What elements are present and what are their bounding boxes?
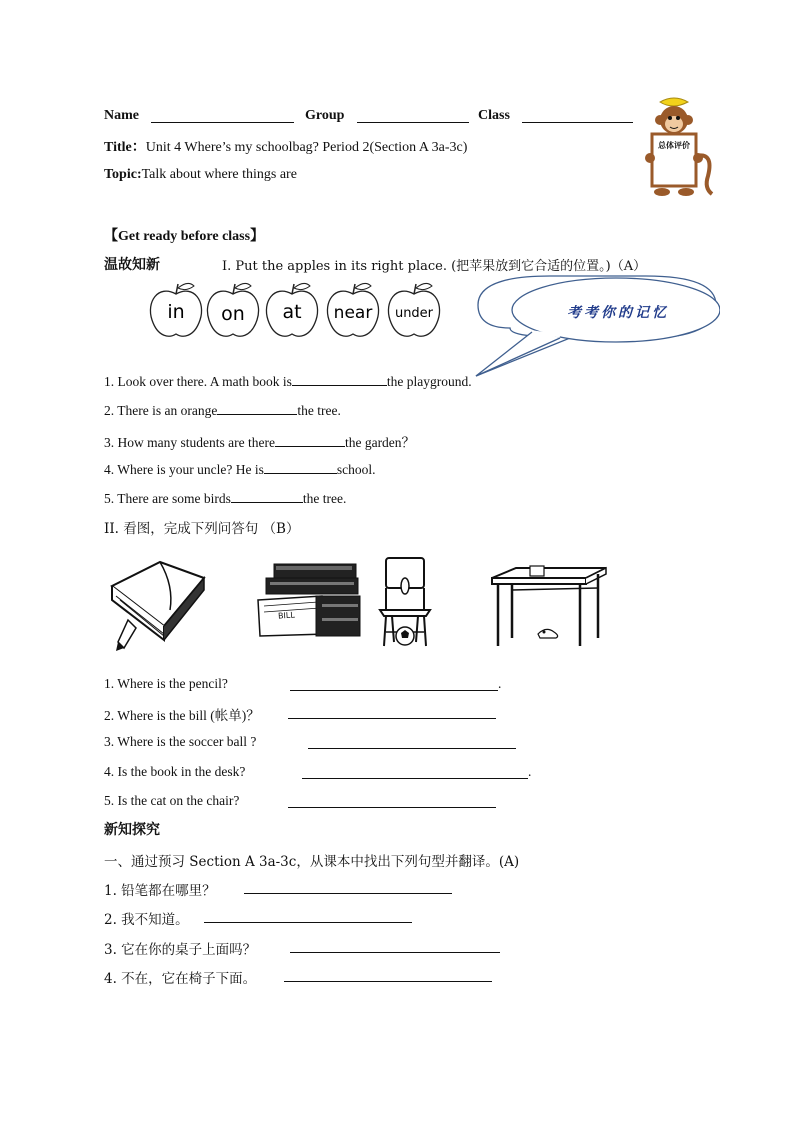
book-icon: [104, 556, 208, 652]
bill-label: BILL: [277, 610, 296, 621]
books-bill-picture: [252, 560, 364, 640]
answer-blank[interactable]: [290, 678, 498, 691]
desk-icon: [490, 564, 608, 650]
book-pencil-picture: [104, 556, 208, 652]
item-end: .: [498, 676, 502, 691]
answer-blank[interactable]: [217, 402, 297, 415]
topic-value: Talk about where things are: [141, 167, 297, 182]
answer-blank[interactable]: [275, 434, 345, 447]
item-text: 1. Look over there. A math book is: [104, 374, 292, 389]
answer-blank[interactable]: [288, 706, 496, 719]
part2-item-2: [104, 704, 260, 724]
item-text: the garden？: [344, 435, 416, 450]
apple-word: on: [221, 303, 245, 325]
answer-blank[interactable]: [231, 490, 303, 503]
topic-label: Topic:: [104, 167, 142, 182]
part2-item-5: [104, 793, 239, 809]
apple-under: [385, 280, 443, 340]
question-text: 1. Where is the pencil?: [104, 676, 228, 691]
question-text: 3. Where is the soccer ball ?: [104, 734, 257, 749]
books-stack-icon: [252, 560, 364, 640]
class-label: Class: [478, 108, 510, 123]
item-text: the tree.: [297, 403, 341, 418]
item-text: 4. Where is your uncle? He is: [104, 462, 264, 477]
answer-blank[interactable]: [284, 969, 492, 982]
evaluation-badge: [640, 96, 716, 200]
badge-text: 总体评价: [658, 141, 690, 150]
item-end: .: [528, 764, 532, 779]
new-item-4: 4. 不在，它在椅子下面。: [104, 971, 257, 987]
part1-item-4: [104, 461, 375, 478]
apple-icon: [148, 280, 204, 340]
answer-blank[interactable]: [244, 881, 452, 894]
part1-instruction: I. Put the apples in its right place. (把苹果放到它合适的位置。)（A）: [222, 259, 647, 274]
part1-item-1: [104, 373, 472, 390]
apple-near: [323, 280, 383, 340]
answer-blank[interactable]: [264, 461, 337, 474]
part2-item-4: [104, 764, 245, 780]
item-text: the playground.: [386, 374, 472, 389]
answer-blank[interactable]: [204, 910, 412, 923]
bubble-text: 考考你的记忆: [567, 305, 669, 321]
new-item-2: 2. 我不知道。: [104, 912, 189, 928]
item-text: 3. How many students are there: [104, 435, 275, 450]
review-label: 温故知新: [104, 257, 160, 273]
answer-blank[interactable]: [288, 795, 496, 808]
title-value: Unit 4 Where’s my schoolbag? Period 2(Section A 3a-3c): [145, 140, 468, 155]
section-heading-ready: 【Get ready before class】: [104, 229, 265, 244]
new-instruction: 一、通过预习 Section A 3a-3c，从课本中找出下列句型并翻译。(A): [104, 854, 520, 870]
group-field[interactable]: [357, 110, 469, 123]
class-field[interactable]: [522, 110, 633, 123]
apple-word: in: [167, 301, 185, 323]
name-label: Name: [104, 108, 139, 123]
group-label: Group: [305, 108, 345, 123]
speech-bubble-shape: [470, 272, 720, 382]
answer-blank[interactable]: [302, 766, 528, 779]
answer-blank[interactable]: [308, 736, 516, 749]
item-text: the tree.: [302, 491, 347, 506]
part2-item-1: [104, 676, 228, 692]
title-label: Title：: [104, 140, 146, 155]
new-item-1: 1. 铅笔都在哪里？: [104, 883, 216, 899]
chair-ball-picture: [378, 556, 432, 648]
apple-icon: [205, 280, 261, 340]
apple-word: at: [282, 301, 302, 323]
part1-item-2: [104, 402, 341, 419]
apple-icon: [263, 280, 321, 340]
apple-icon: [385, 280, 443, 340]
apple-icon: [323, 280, 383, 340]
item-text: school.: [336, 462, 376, 477]
topic-row: [104, 167, 297, 183]
apple-word: near: [333, 303, 373, 323]
item-text: 5. There are some birds: [104, 491, 231, 506]
question-text: 5. Is the cat on the chair?: [104, 793, 240, 808]
answer-blank[interactable]: [290, 940, 500, 953]
part2-item-3: [104, 734, 256, 750]
part2-instruction: II. 看图，完成下列问答句 （B）: [104, 521, 300, 537]
question-text: 4. Is the book in the desk?: [104, 764, 246, 779]
name-field[interactable]: [151, 110, 294, 123]
question-text: 2. Where is the bill (帐单)？: [104, 708, 260, 723]
title-row: [104, 136, 467, 156]
item-text: 2. There is an orange: [104, 403, 218, 418]
new-item-3: 3. 它在你的桌子上面吗？: [104, 942, 257, 958]
speech-bubble: [470, 272, 720, 382]
section-heading-new: 新知探究: [104, 822, 160, 838]
part1-item-5: [104, 490, 346, 507]
apple-on: [205, 280, 261, 340]
desk-picture: [490, 564, 608, 650]
chair-icon: [378, 556, 432, 648]
answer-blank[interactable]: [292, 373, 387, 386]
apple-in: [148, 280, 204, 340]
part1-item-3: [104, 431, 415, 451]
apple-at: [263, 280, 321, 340]
apple-word: under: [394, 306, 434, 321]
